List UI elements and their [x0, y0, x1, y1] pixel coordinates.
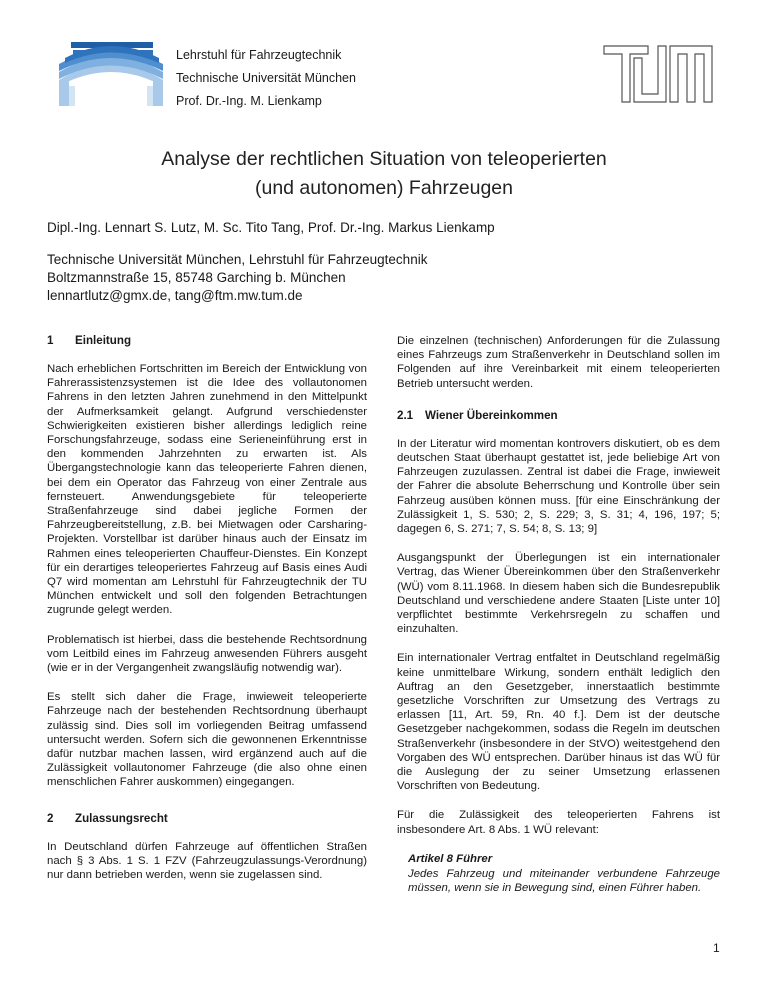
title-line: Analyse der rechtlichen Situation von teleoperierten [161, 148, 607, 170]
affiliation-block [47, 251, 427, 305]
paragraph: Nach erheblichen Fortschritten im Bereich der Entwicklung von Fahrerassistenzsystemen ist die Idee des vollautonomen Fahrens in den letzten Jahren zunehmend in den Mittelpunkt der Aufmerksamkeit gelangt. Aufgrund verschiedenster Schwierigkeiten existieren bisher allerdings lediglich reine Forschungsfahrzeuge, sodass eine Serieneinführung erst in den kommenden Jahrzehnten zu erwarten ist. Als Übergangstechnologie kann das teleoperierte Fahren dienen, bei dem ein Operator das Fahrzeug von einer Zentrale aus fernsteuert. Anwendungsgebiete für teleoperierte Straßenfahrzeuge sind dabei jegliche Formen der Fahrzeugbereitstellung, z.B. bei Mietwagen oder Carsharing-Projekten. Vorstellbar ist darüber hinaus auch der Einsatz im Rahmen eines teleoperierten Chauffeur-Dienstes. Ein Konzept für ein derartiges teleoperiertes Fahrzeug auf Basis eines Audi Q7 wird momentan am Lehrstuhl für Fahrzeugtechnik der TU München entwickelt und soll den folgenden Betrachtungen zugrunde gelegt werden. [47, 363, 367, 617]
article-quote [408, 852, 720, 896]
section-number: 2 [47, 811, 54, 825]
left-column [47, 334, 367, 897]
affiliation-line: Boltzmannstraße 15, 85748 Garching b. München [47, 270, 346, 285]
section-title: Einleitung [75, 334, 132, 347]
section-title: Zulassungsrecht [75, 811, 168, 825]
institution-line: Technische Universität München [176, 71, 356, 85]
paragraph: In der Literatur wird momentan kontrovers diskutiert, ob es dem deutschen Staat überhaupt gestattet ist, jede beliebige Art von Fahrzeugen zuzulassen. Zentral ist dabei die Frage, inwieweit der Fahrer die absolute Beherrschung und Kontrolle über sein Fahrzeug ausüben können muss. [für eine Einschränkung der Zulässigkeit 1, S. 530; 2, S. 229; 3, S. 31; 4, 196, 197; 5; dagegen 6, S. 271; 7, S. 54; 8, S. 13; 9] [397, 437, 720, 536]
section-number: 2.1 [397, 408, 414, 422]
institution-block [176, 44, 356, 113]
paragraph: Ein internationaler Vertrag entfaltet in Deutschland regelmäßig keine unmittelbare Wirkung, sondern enthält lediglich den Auftrag an den Gesetzgeber, innerstaatlich bestimmte gesetzliche Vorschriften zur Umsetzung des Vertrags zu erlassen [11, Art. 59, Rn. 40 f.]. Dem ist der deutsche Gesetzgeber nachgekommen, sodass die Regeln im deutschen Straßenverkehr (insbesondere in der StVO) weitestgehend den Vorgaben des WÜ entsprechen. Darüber hinaus ist das WÜ für die Auslegung der zu seiner Umsetzung erlassenen Vorschriften von Bedeutung. [397, 652, 720, 793]
right-column [397, 334, 720, 896]
paragraph: Für die Zulässigkeit des teleoperierten Fahrens ist insbesondere Art. 8 Abs. 1 WÜ relevant: [397, 809, 720, 836]
paragraph: Problematisch ist hierbei, dass die bestehende Rechtsordnung vom Leitbild eines im Fahrzeug anwesenden Führers ausgeht (wie er in der Vergangenheit zwangsläufig notwendig war). [47, 633, 367, 675]
section-number: 1 [47, 334, 54, 347]
section-heading-wiener-uebereinkommen [397, 409, 720, 423]
section-heading-zulassungsrecht [47, 812, 367, 826]
section-title: Wiener Übereinkommen [425, 408, 558, 422]
quote-text: Jedes Fahrzeug und miteinander verbundene Fahrzeuge müssen, wenn sie in Bewegung sind, einen Führer haben. [408, 868, 720, 895]
author-list: Dipl.-Ing. Lennart S. Lutz, M. Sc. Tito Tang, Prof. Dr.-Ing. Markus Lienkamp [47, 220, 495, 235]
page-number: 1 [713, 941, 720, 955]
paragraph: Die einzelnen (technischen) Anforderungen für die Zulassung eines Fahrzeugs zum Straßenverkehr in Deutschland sollen im Folgenden auf ihre Vereinbarkeit mit einem teleoperierten Betrieb untersucht werden. [397, 335, 720, 390]
institution-line: Lehrstuhl für Fahrzeugtechnik [176, 48, 342, 62]
paragraph: Ausgangspunkt der Überlegungen ist ein internationaler Vertrag, das Wiener Übereinkommen über den Straßenverkehr (WÜ) vom 8.11.1968. In diesem haben sich die Bundesrepublik Deutschland und verschiedene andere Staaten [Liste unter 10] verpflichtet bestimmte Verkehrsregeln zu schaffen und einzuhalten. [397, 552, 720, 636]
paragraph: Es stellt sich daher die Frage, inwieweit teleoperierte Fahrzeuge nach der bestehenden Rechtsordnung überhaupt zulässig sind. Dies soll im vorliegenden Beitrag umfassend untersucht werden. Sofern sich die gewonnenen Erkenntnisse dafür nutzbar machen lassen, wird ergänzend auch auf die Zulässigkeit vollautonomer Fahrzeuge (die also ohne einen menschlichen Fahrer auskommen) eingegangen. [47, 691, 367, 789]
affiliation-email: lennartlutz@gmx.de, tang@ftm.mw.tum.de [47, 288, 303, 303]
tum-logo [602, 44, 714, 104]
title-line: (und autonomen) Fahrzeugen [254, 177, 513, 199]
institution-line: Prof. Dr.-Ing. M. Lienkamp [176, 94, 322, 108]
paragraph: In Deutschland dürfen Fahrzeuge auf öffentlichen Straßen nach § 3 Abs. 1 S. 1 FZV (Fahrzeugzulassungs-Verordnung) nur dann betrieben werden, wenn sie zugelassen sind. [47, 840, 367, 882]
quote-heading: Artikel 8 Führer [408, 852, 493, 865]
paper-title [0, 145, 768, 203]
section-heading-einleitung [47, 334, 367, 348]
chair-logo [55, 40, 167, 108]
affiliation-line: Technische Universität München, Lehrstuhl für Fahrzeugtechnik [47, 252, 428, 267]
